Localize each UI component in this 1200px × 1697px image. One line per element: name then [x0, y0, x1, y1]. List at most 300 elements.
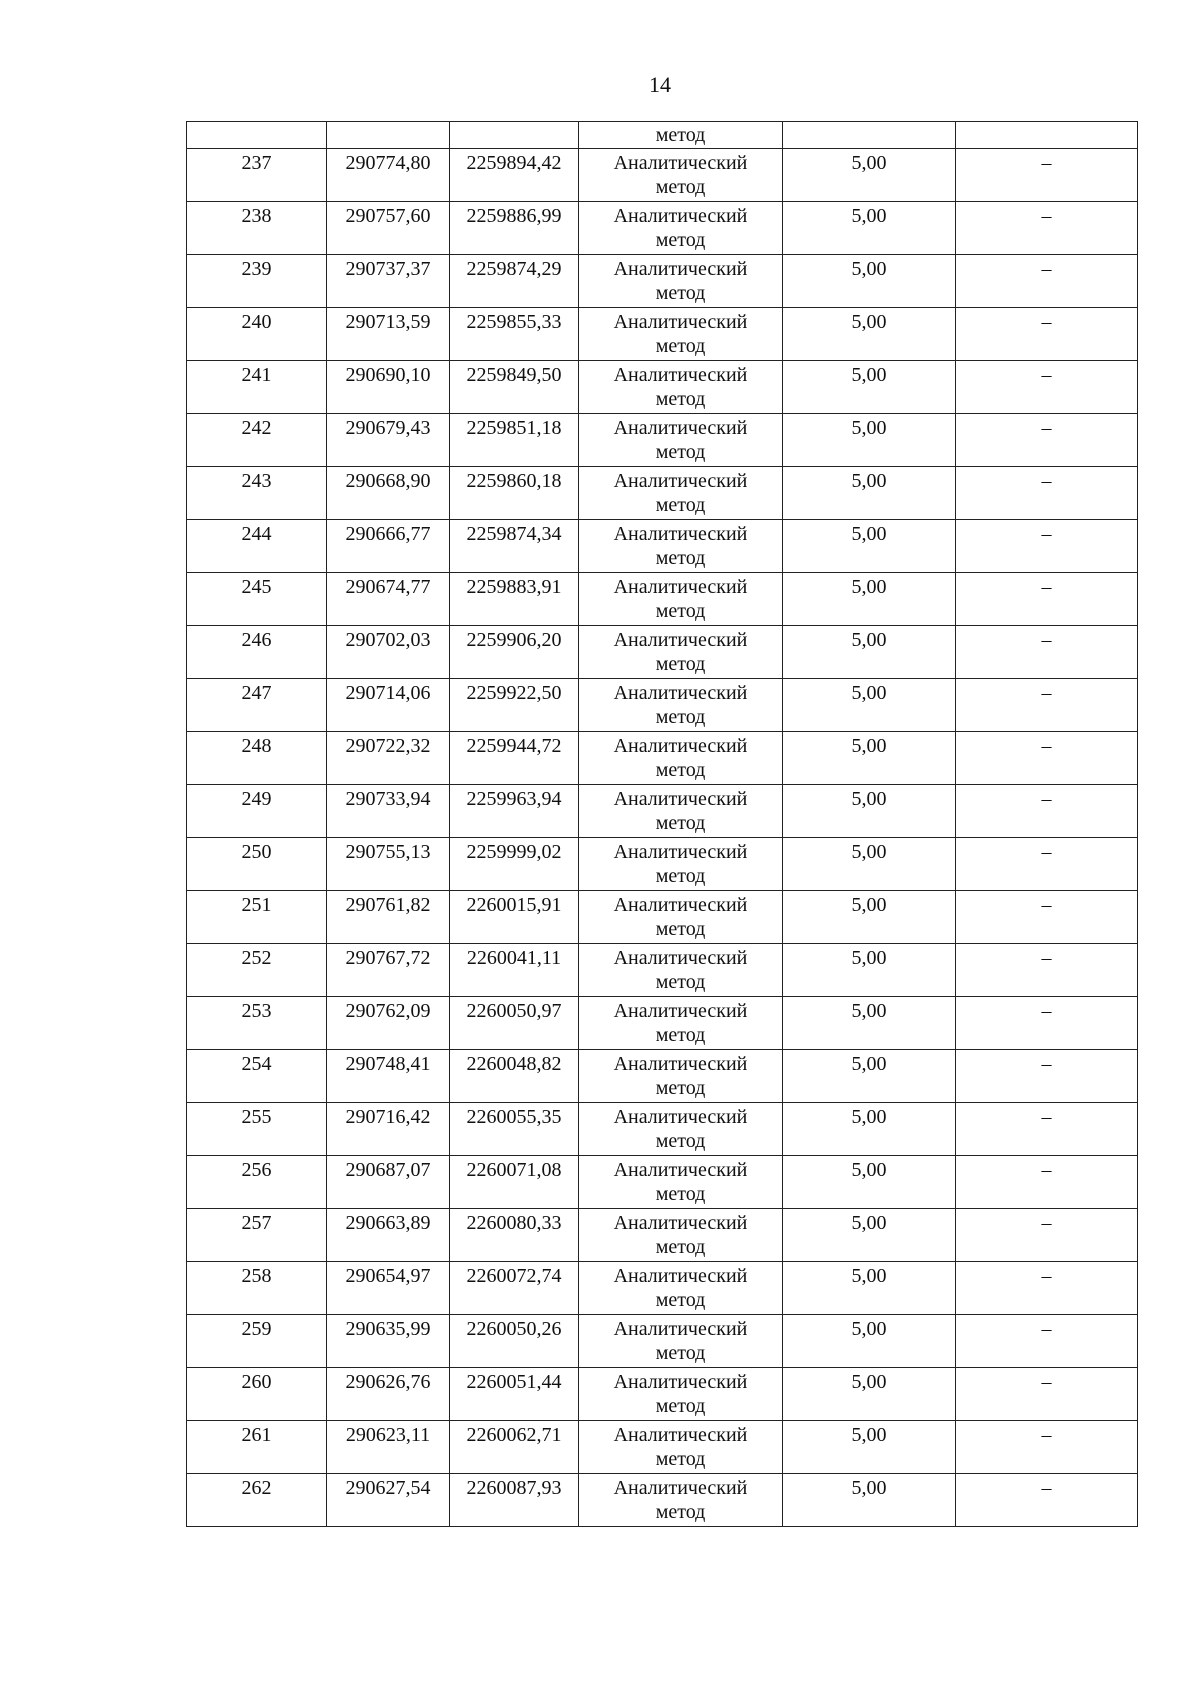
cell-num-text [187, 1368, 326, 1394]
cell-num [187, 997, 327, 1050]
cell-y-text [450, 679, 578, 705]
cell-note-line: – [1041, 841, 1052, 863]
cell-value [783, 838, 956, 891]
cell-note-line: – [1041, 523, 1052, 545]
cell-value-text [783, 1315, 955, 1341]
cell-x-text [327, 414, 449, 440]
cell-y-text [450, 1050, 578, 1076]
cell-num-line: 261 [241, 1424, 272, 1446]
cell-method-line: Аналитический [613, 576, 748, 598]
cell-value-line: 5,00 [851, 788, 887, 810]
cell-num-line: 237 [241, 152, 272, 174]
cell-x-line: 290626,76 [345, 1371, 431, 1393]
cell-num-line: 254 [241, 1053, 272, 1075]
cell-value-line: 5,00 [851, 1424, 887, 1446]
cell-note-line: – [1041, 364, 1052, 386]
cell-x [327, 1368, 450, 1421]
cell-value [783, 1474, 956, 1527]
cell-method-line: метод [655, 547, 706, 569]
cell-y [450, 626, 579, 679]
cell-value [783, 1421, 956, 1474]
cell-num [187, 1103, 327, 1156]
cell-note-line: – [1041, 205, 1052, 227]
cell-value-text [783, 1050, 955, 1076]
cell-note-text [956, 1103, 1137, 1129]
cell-method [579, 891, 783, 944]
cell-note [956, 1156, 1138, 1209]
cell-num [187, 732, 327, 785]
cell-note-line: – [1041, 894, 1052, 916]
cell-value [783, 891, 956, 944]
cell-note [956, 1474, 1138, 1527]
cell-x-text [327, 1421, 449, 1447]
cell-y [450, 414, 579, 467]
cell-num [187, 785, 327, 838]
cell-value [783, 467, 956, 520]
table-row [187, 1262, 1138, 1315]
cell-method-text [579, 361, 782, 411]
cell-x-text [327, 308, 449, 334]
cell-value-line: 5,00 [851, 1053, 887, 1075]
cell-value [783, 679, 956, 732]
cell-note [956, 467, 1138, 520]
cell-value-text [783, 1368, 955, 1394]
cell-method-text [579, 626, 782, 676]
cell-value [783, 1050, 956, 1103]
cell-value [783, 626, 956, 679]
table-row [187, 308, 1138, 361]
cell-note-text [956, 1368, 1137, 1394]
cell-note-line: – [1041, 258, 1052, 280]
cell-num [187, 520, 327, 573]
cell-method [579, 838, 783, 891]
cell-x-line: 290722,32 [345, 735, 431, 757]
cell-value-text [783, 838, 955, 864]
cell-value-line: 5,00 [851, 1371, 887, 1393]
cell-x-line: 290623,11 [345, 1424, 431, 1446]
cell-method-line: Аналитический [613, 1159, 748, 1181]
cell-x-line: 290774,80 [345, 152, 431, 174]
cell-method [579, 1315, 783, 1368]
cell-x [327, 467, 450, 520]
cell-value-text [783, 679, 955, 705]
cell-note-text [956, 308, 1137, 334]
cell-x-line: 290761,82 [345, 894, 431, 916]
cell-value-text [783, 1421, 955, 1447]
cell-num [187, 1474, 327, 1527]
cell-y-line: 2259944,72 [466, 735, 562, 757]
cell-y-line: 2260048,82 [466, 1053, 562, 1075]
cell-value-text [783, 414, 955, 440]
cell-value [783, 1368, 956, 1421]
cell-x-line: 290733,94 [345, 788, 431, 810]
cell-num [187, 1262, 327, 1315]
cell-x [327, 1315, 450, 1368]
cell-method [579, 626, 783, 679]
cell-x [327, 202, 450, 255]
cell-num-line: 244 [241, 523, 272, 545]
cell-num [187, 1315, 327, 1368]
cell-value-line: 5,00 [851, 152, 887, 174]
cell-note [956, 361, 1138, 414]
cell-y-line: 2259849,50 [466, 364, 562, 386]
cell-method-line: метод [655, 600, 706, 622]
cell-y [450, 1315, 579, 1368]
cell-note-line: – [1041, 947, 1052, 969]
cell-method-text [579, 573, 782, 623]
cell-method-line: Аналитический [613, 1000, 748, 1022]
cell-value [783, 202, 956, 255]
cell-y-text [450, 255, 578, 281]
cell-method [579, 1368, 783, 1421]
cell-x-text [327, 891, 449, 917]
cell-note [956, 838, 1138, 891]
cell-y-line: 2259922,50 [466, 682, 562, 704]
cell-num [187, 308, 327, 361]
cell-num-line: 246 [241, 629, 272, 651]
cell-note-text [956, 838, 1137, 864]
cell-x-line: 290767,72 [345, 947, 431, 969]
cell-x-line: 290757,60 [345, 205, 431, 227]
cell-y-text [450, 1315, 578, 1341]
cell-note [956, 679, 1138, 732]
cell-x [327, 1474, 450, 1527]
cell-method-line: Аналитический [613, 205, 748, 227]
cell-note-text [956, 997, 1137, 1023]
cell-note-line: – [1041, 152, 1052, 174]
cell-note-text [956, 1262, 1137, 1288]
cell-note-text [956, 1156, 1137, 1182]
cell-num-line: 240 [241, 311, 272, 333]
cell-method-text [579, 1103, 782, 1153]
cell-y-text [450, 467, 578, 493]
cell-method-line: Аналитический [613, 311, 748, 333]
cell-method-line: метод [655, 1448, 706, 1470]
cell-note-text [956, 467, 1137, 493]
cell-value [783, 732, 956, 785]
cell-method-line: метод [655, 176, 706, 198]
cell-num-line: 252 [241, 947, 272, 969]
cell-x-text [327, 573, 449, 599]
cell-note [956, 573, 1138, 626]
cell-num-text [187, 679, 326, 705]
cell-x [327, 732, 450, 785]
cell-x-line: 290627,54 [345, 1477, 431, 1499]
cell-x [327, 1103, 450, 1156]
cell-num [187, 467, 327, 520]
table-row [187, 997, 1138, 1050]
cell-method-line: Аналитический [613, 947, 748, 969]
cell-note-text [956, 1315, 1137, 1341]
cell-x-line: 290668,90 [345, 470, 431, 492]
cell-method-text [579, 202, 782, 252]
cell-method-text [579, 1209, 782, 1259]
table-row [187, 891, 1138, 944]
cell-value-text [783, 1156, 955, 1182]
cell-num-line: 257 [241, 1212, 272, 1234]
cell-note-line: – [1041, 417, 1052, 439]
cell-x [327, 1156, 450, 1209]
table-row [187, 732, 1138, 785]
cell-num-line: 239 [241, 258, 272, 280]
cell-note-text [956, 785, 1137, 811]
cell-method-text [579, 1368, 782, 1418]
cell-y-line: 2260087,93 [466, 1477, 562, 1499]
cell-note-text [956, 149, 1137, 175]
cell-y-line: 2259963,94 [466, 788, 562, 810]
cell-note-line: – [1041, 470, 1052, 492]
cell-method-line: Аналитический [613, 1371, 748, 1393]
cell-y [450, 1421, 579, 1474]
cell-x [327, 573, 450, 626]
cell-y [450, 1474, 579, 1527]
cell-value-text [783, 255, 955, 281]
cell-num [187, 202, 327, 255]
cell-x-text [327, 944, 449, 970]
cell-method [579, 202, 783, 255]
cell-x [327, 520, 450, 573]
cell-note-text [956, 891, 1137, 917]
cell-method-line: метод [655, 282, 706, 304]
cell-method-line: метод [655, 971, 706, 993]
cell-method-line: Аналитический [613, 682, 748, 704]
cell-note-line: – [1041, 1159, 1052, 1181]
cell-value-line: 5,00 [851, 523, 887, 545]
cell-method [579, 997, 783, 1050]
cell-value-line: 5,00 [851, 1212, 887, 1234]
cell-x [327, 891, 450, 944]
cell-note-line: – [1041, 1106, 1052, 1128]
cell-num-text [187, 202, 326, 228]
cell-note [956, 785, 1138, 838]
cell-y-line: 2259855,33 [466, 311, 562, 333]
cell-y [450, 1156, 579, 1209]
cell-num-text [187, 1156, 326, 1182]
cell-num-text [187, 149, 326, 175]
table-row [187, 414, 1138, 467]
cell-y-text [450, 1209, 578, 1235]
cell-num [187, 1209, 327, 1262]
cell-y-line: 2260080,33 [466, 1212, 562, 1234]
cell-method-line: метод [655, 494, 706, 516]
cell-value [783, 573, 956, 626]
cell-x-text [327, 361, 449, 387]
cell-x-line: 290702,03 [345, 629, 431, 651]
cell-y-line: 2259999,02 [466, 841, 562, 863]
cell-num-text [187, 838, 326, 864]
cell-num-line: 249 [241, 788, 272, 810]
cell-method-text [579, 891, 782, 941]
cell-value [783, 944, 956, 997]
cell-x [327, 679, 450, 732]
cell-num-text [187, 1050, 326, 1076]
cell-method [579, 467, 783, 520]
cell-note [956, 122, 1138, 149]
cell-y-line: 2259883,91 [466, 576, 562, 598]
cell-x [327, 308, 450, 361]
cell-x [327, 1421, 450, 1474]
cell-x [327, 997, 450, 1050]
cell-x-text [327, 997, 449, 1023]
cell-value [783, 1209, 956, 1262]
cell-method-text [579, 997, 782, 1047]
cell-x-text [327, 520, 449, 546]
cell-x-text [327, 149, 449, 175]
cell-method [579, 255, 783, 308]
cell-x-line: 290748,41 [345, 1053, 431, 1075]
cell-num-text [187, 467, 326, 493]
cell-y-line: 2259894,42 [466, 152, 562, 174]
cell-note-text [956, 626, 1137, 652]
cell-method-line: метод [655, 1501, 706, 1523]
cell-value [783, 361, 956, 414]
cell-num-text [187, 361, 326, 387]
cell-y-line: 2260071,08 [466, 1159, 562, 1181]
cell-method-line: метод [655, 653, 706, 675]
cell-value-line: 5,00 [851, 1159, 887, 1181]
cell-method-line: метод [655, 1130, 706, 1152]
cell-num-text [187, 1315, 326, 1341]
cell-method-text [579, 732, 782, 782]
cell-value [783, 1156, 956, 1209]
cell-y [450, 1209, 579, 1262]
table-row [187, 944, 1138, 997]
cell-x [327, 1209, 450, 1262]
table-body [187, 122, 1138, 1527]
cell-y-line: 2259860,18 [466, 470, 562, 492]
cell-method-line: Аналитический [613, 417, 748, 439]
cell-num [187, 255, 327, 308]
table-row [187, 1368, 1138, 1421]
cell-y [450, 944, 579, 997]
cell-method-line: Аналитический [613, 1424, 748, 1446]
cell-note [956, 891, 1138, 944]
cell-x-line: 290679,43 [345, 417, 431, 439]
table-row [187, 1103, 1138, 1156]
cell-x-text [327, 1315, 449, 1341]
cell-method [579, 361, 783, 414]
cell-y-text [450, 414, 578, 440]
cell-num-text [187, 520, 326, 546]
page-number: 14 [649, 72, 671, 97]
cell-y-line: 2260041,11 [466, 947, 562, 969]
cell-x-text [327, 732, 449, 758]
cell-method [579, 785, 783, 838]
cell-x [327, 414, 450, 467]
cell-num [187, 414, 327, 467]
cell-value-line: 5,00 [851, 205, 887, 227]
cell-y-line: 2260055,35 [466, 1106, 562, 1128]
cell-note-line: – [1041, 1000, 1052, 1022]
cell-y [450, 467, 579, 520]
cell-y-text [450, 732, 578, 758]
cell-value-line: 5,00 [851, 364, 887, 386]
cell-y-text [450, 838, 578, 864]
coordinates-table [186, 121, 1138, 1527]
cell-method-text [579, 1421, 782, 1471]
cell-y [450, 1050, 579, 1103]
cell-x-text [327, 1368, 449, 1394]
cell-method-line: метод [655, 1289, 706, 1311]
table-row [187, 202, 1138, 255]
cell-method-line: метод [655, 1024, 706, 1046]
cell-note-line: – [1041, 629, 1052, 651]
cell-note-text [956, 414, 1137, 440]
cell-y-line: 2259874,29 [466, 258, 562, 280]
cell-value-text [783, 732, 955, 758]
cell-num [187, 838, 327, 891]
cell-y-text [450, 1156, 578, 1182]
cell-method-text [579, 1262, 782, 1312]
cell-note [956, 997, 1138, 1050]
cell-value-line: 5,00 [851, 311, 887, 333]
cell-y-line: 2260050,26 [466, 1318, 562, 1340]
cell-note [956, 626, 1138, 679]
cell-method-text [579, 149, 782, 199]
cell-value-line: 5,00 [851, 682, 887, 704]
cell-y-text [450, 1103, 578, 1129]
cell-value [783, 997, 956, 1050]
cell-method [579, 308, 783, 361]
cell-method [579, 149, 783, 202]
method-text: метод [655, 124, 706, 146]
cell-method-line: Аналитический [613, 894, 748, 916]
cell-method-text [579, 1156, 782, 1206]
cell-method-text [579, 467, 782, 517]
cell-x-line: 290674,77 [345, 576, 431, 598]
cell-y [450, 891, 579, 944]
cell-note-line: – [1041, 576, 1052, 598]
cell-note [956, 202, 1138, 255]
cell-num [187, 149, 327, 202]
cell-num-text [187, 944, 326, 970]
cell-num-text [187, 414, 326, 440]
cell-x [327, 1262, 450, 1315]
cell-x-line: 290755,13 [345, 841, 431, 863]
cell-x-line: 290663,89 [345, 1212, 431, 1234]
cell-x [327, 785, 450, 838]
cell-value [783, 1103, 956, 1156]
cell-y [450, 122, 579, 149]
cell-note-text [956, 520, 1137, 546]
cell-num-line: 238 [241, 205, 272, 227]
cell-y [450, 149, 579, 202]
cell-num [187, 679, 327, 732]
cell-num-line: 247 [241, 682, 272, 704]
cell-y-text [450, 1262, 578, 1288]
cell-x-text [327, 255, 449, 281]
cell-note-line: – [1041, 735, 1052, 757]
cell-num-text [187, 1474, 326, 1500]
cell-value-line: 5,00 [851, 1265, 887, 1287]
table-row [187, 520, 1138, 573]
cell-method-line: Аналитический [613, 1212, 748, 1234]
cell-num-text [187, 785, 326, 811]
cell-y-text [450, 626, 578, 652]
cell-value-text [783, 361, 955, 387]
cell-num [187, 944, 327, 997]
cell-num-text [187, 626, 326, 652]
cell-num-line: 245 [241, 576, 272, 598]
cell-note [956, 1262, 1138, 1315]
cell-y-line: 2260062,71 [466, 1424, 562, 1446]
cell-value-text [783, 202, 955, 228]
cell-num-text [187, 997, 326, 1023]
cell-note [956, 308, 1138, 361]
cell-x-line: 290687,07 [345, 1159, 431, 1181]
cell-value-text [783, 308, 955, 334]
cell-method-line: метод [655, 1395, 706, 1417]
